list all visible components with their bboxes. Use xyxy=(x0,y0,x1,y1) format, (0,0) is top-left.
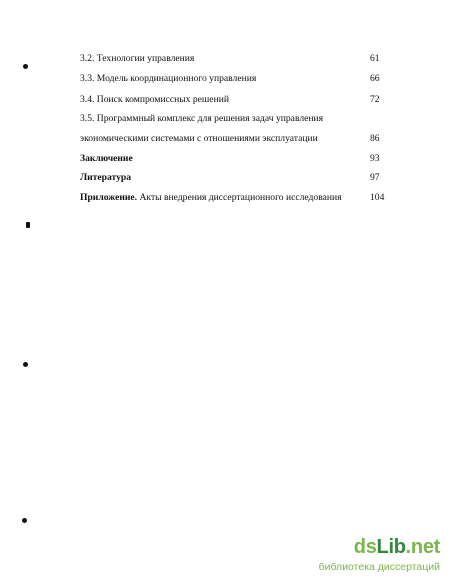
toc-entry-title: 3.3. Модель координационного управления xyxy=(80,73,257,84)
watermark-tagline: библиотека диссертаций xyxy=(318,561,440,573)
toc-entry-conclusion xyxy=(0,152,450,166)
toc-entry-page: 97 xyxy=(370,172,380,183)
toc-entry-title: Литература xyxy=(80,172,132,183)
toc-entry-literature xyxy=(0,171,450,185)
toc-entry-title-bold: Приложение. xyxy=(80,192,138,203)
toc-entry-page: 66 xyxy=(370,73,380,84)
binding-hole-mark xyxy=(22,518,27,523)
toc-entry-title xyxy=(80,191,342,205)
toc-entry-page: 61 xyxy=(370,53,380,64)
toc-entry-page: 93 xyxy=(370,153,380,164)
toc-entry xyxy=(0,112,450,126)
toc-entry-title: Заключение xyxy=(80,153,133,164)
toc-entry xyxy=(0,72,450,86)
toc-entry-title: 3.5. Программный комплекс для решения задач управления xyxy=(80,113,324,124)
watermark xyxy=(318,536,442,576)
toc-entry-appendix xyxy=(0,191,450,205)
watermark-logo: dsLib.net xyxy=(353,536,440,558)
binding-hole-mark xyxy=(26,222,30,228)
toc-entry-title: экономическими системами с отношениями эксплуатации xyxy=(80,133,318,144)
binding-hole-mark xyxy=(23,64,28,69)
toc-entry-title-rest: Акты внедрения диссертационного исследования xyxy=(137,192,342,203)
toc-entry-page: 72 xyxy=(370,94,380,105)
toc-entry-page: 104 xyxy=(370,192,385,203)
toc-entry-title: 3.4. Поиск компромиссных решений xyxy=(80,94,229,105)
toc-entry xyxy=(0,93,450,107)
binding-hole-mark xyxy=(23,362,28,367)
toc-entry-continuation xyxy=(0,132,450,146)
toc-entry-page: 86 xyxy=(370,133,380,144)
toc-entry-title: 3.2. Технологии управления xyxy=(80,53,195,64)
toc-entry xyxy=(0,52,450,66)
